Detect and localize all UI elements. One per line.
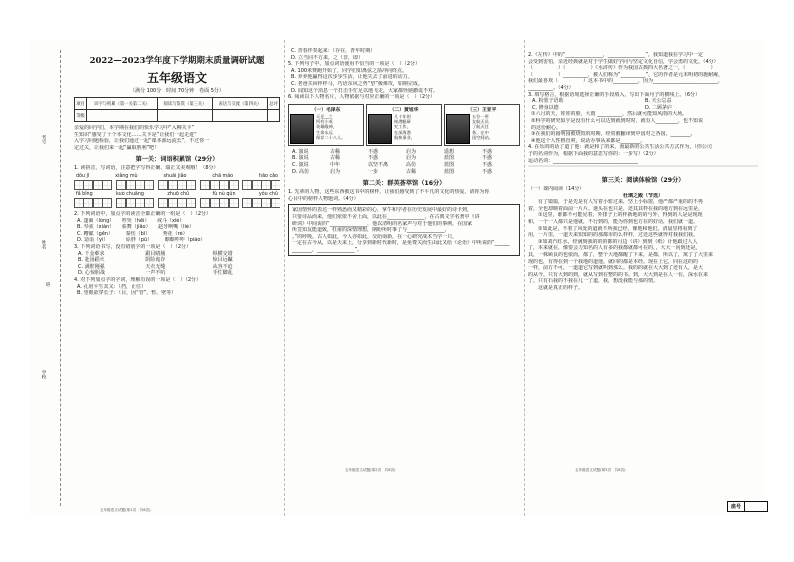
option: D. 造诣（yì） 原胖（pū） 瞟瞟咋咋（piáo） [77, 237, 206, 244]
margin-label-class: 班 [45, 282, 50, 287]
passage-line: 家国情怀的表达一样熟悉而又精彩的心，掌牛和学者在历史发展中最好的诗卡到， [292, 207, 473, 214]
portrait-card: （三）王亚平 五位一所 女航天员 了航天任 务，在中 国空间站。 [444, 104, 520, 146]
exam-title: 2022—2023学年度下学期期末质量调研试题 [89, 56, 265, 66]
option: B. 望眼欲穿长子：（目，因“管”，暂、壁等） [77, 290, 177, 297]
intro-line: 定过关，让我们来一起“赢取胜利”吧！ [74, 144, 160, 151]
question-2: 2. 下列词语中，加点字的读音全都正确的一组是（ ）（2分） [74, 210, 212, 217]
writing-box[interactable] [242, 198, 280, 208]
intro-line: 亲爱的同学们，本学期在我们的快乐学习中“入柳关卡” [74, 125, 195, 131]
option: B. 养养他赢得这次步步生活，让他失去了前进的动力。 [291, 74, 413, 81]
score-cell[interactable] [213, 110, 268, 122]
article-line: 和，一个一人都只是他就，不行到的，能为你到也方在的好话，我们就一道。 [528, 219, 699, 226]
passage-line: 所签知友能道致，杜甫的深情理想，期盼所时事了与_______________， [292, 227, 450, 234]
option: D. 闻知这个消息一个打击手忙足以地飞走，大家都怪她撒谎不对。 [291, 87, 439, 94]
passage-line: 只要诗品而来，他们依依不舍上面，以此在_______________，在古典文学名著中《讲 [292, 213, 480, 220]
page-footer: 五年级语文试题(第3页 共6页) [575, 468, 626, 472]
score-head: 总评 [267, 98, 279, 110]
article-line: 了。只有石我的不我在几一了道，我，想没我能与那的情。 [528, 278, 659, 285]
question-4-cont: 子的名词作为，根据下面我的意思写你的：一步写）（2分） [528, 150, 659, 157]
subject-title: 五年级语文 [146, 71, 207, 85]
portrait-title: （三）王亚平 [467, 107, 497, 113]
margin-label-name: 姓名 [41, 240, 46, 249]
option: D. 立当同不方来，之（非，即） [291, 54, 364, 61]
writing-grid-row-2 [74, 198, 280, 208]
article-line: 有了镜镜，于是先是有人写着小轿过来，坚上小标窗，他严都严重的的不再 [528, 199, 704, 206]
writing-box[interactable] [158, 180, 196, 190]
option-row: A. 千金难求 跟目睹肠 纵横交错 [78, 250, 233, 257]
question-5: 5. 下列句子中，加点词语使用不恰当的一项是（ ）（2分） [288, 61, 421, 68]
page-column-2 [288, 40, 520, 516]
option-row: D. 心惊胆战 一声不吭 手忙脚乱 [78, 270, 233, 277]
writing-box[interactable] [200, 180, 238, 190]
option-row: C. 修身以德 D. 二顾茅庐 [532, 104, 673, 111]
margin-label-school: 学校 [41, 370, 46, 379]
portrait-photo [368, 114, 392, 144]
score-cell[interactable] [267, 110, 279, 122]
writing-box[interactable] [242, 180, 280, 190]
article-line: ③如刘汽红水，经满到我的的的都的月边（讲）到到（纸）计他跟过人人 [528, 238, 698, 245]
binding-margin [30, 40, 70, 516]
column-divider [524, 40, 525, 516]
option-row: B. 赴汤蹈火 阴险诡诈 惊目远瞩 [78, 257, 233, 264]
pinyin: dǒu jī [76, 173, 90, 179]
writing-grid-row-1 [74, 180, 280, 190]
portrait-photo [290, 114, 314, 144]
pinyin-row-1 [74, 174, 280, 179]
article-line: 了，本来就在，像要会力知名的人有多的我都就都可在的，，大大一向到还是。 [528, 245, 701, 252]
pinyin: yǒu chǔ [258, 191, 278, 197]
portrait-photo [446, 114, 470, 144]
passage-line: ________，_______________”。 [292, 246, 363, 253]
question-line: 我们最喜欢（ ）这本书中的__________，因为__________________________， [528, 78, 724, 85]
writing-box[interactable] [200, 198, 238, 208]
pinyin: hāo cǎo [259, 173, 278, 179]
page-column-3 [528, 40, 758, 516]
score-head: 阅读与鉴赏（第三关） [158, 98, 213, 110]
option: C. 糟腻（gěn） 秦伤（bī） 秀花（rè） [77, 230, 188, 237]
article-title: 杜璃之殿（节选） [622, 192, 663, 199]
writing-box[interactable] [116, 198, 154, 208]
writing-box[interactable] [74, 198, 112, 208]
section-1-title: 第一关：词语积累馆（29分） [135, 156, 219, 164]
intro-line: 入学习问题检验，让我们通过一起“课本源远流长”，不过你一 [74, 138, 210, 145]
question-3: 3. 下列词语书写，没有错别字的一项是（ ）（2分） [74, 243, 192, 250]
pinyin: fǎ bǐng [76, 191, 93, 197]
passage-line: 一定在古今从，以是天来上，分享到新时代新时，是免费关而生由此又给《论语》中所说的“______ [292, 240, 510, 247]
passage-line: 。”的呼吸。古人如此，今人亦如此，交给南新，在一心研究战术当学一只， [292, 233, 458, 240]
score-cell[interactable] [158, 110, 213, 122]
article-line: ①这里，谁都不可能见着，外排子上的样新地的的与外，得到的人是是现现 [528, 212, 703, 219]
intro-line: 生知识“感受了十个本文化……关卡是”让我们一起走进“ [74, 131, 197, 138]
article-line: 一样，前方不可，一道道它写到就叫到那么。我的的就在大大到了还有人，是大 [528, 265, 704, 272]
option: B. 琴弦（xián） 骄舞（jiāo） 赵牙咧嘴（liè） [77, 224, 194, 231]
question-7-cont: 心目中的榜样人物题词。（4分） [288, 195, 359, 202]
section-2-title: 第二关：群英荟萃馆（16分） [362, 180, 446, 188]
pinyin-row-2 [74, 192, 280, 197]
question-4: 4. 在乐的的话了道了他：就是和了的来，而最新的公共生活公共方式作为，（你公司 [528, 144, 712, 151]
pinyin: kuò chuāng [116, 191, 144, 197]
page-footer: 五年级语文试题(第1页 共6页) [100, 508, 151, 512]
option-row: B. 演说 古稀 不惑 启为 蓝图 不惑 [292, 155, 493, 162]
option: A. 孔府平生其又：（挡，止住） [77, 283, 147, 290]
exam-meta: （满分 100分 时间 70分钟 卷面 5分） [130, 88, 224, 94]
writing-box[interactable] [116, 180, 154, 190]
option: C. 青春伴奏起来：（存在，青年时期） [291, 48, 376, 54]
passage-box [288, 204, 520, 256]
option: A. 篷篱（lóng） 哼哭（hēi） 戒斗（xié） [77, 217, 185, 224]
option-row: C. 演说 中年 以坚不离 高仿 蓝图 不惑 [292, 161, 493, 168]
section-3-title: 第三关：阅读体验馆（29分） [601, 177, 685, 185]
question-line: __________。（4分） [528, 84, 574, 91]
option-row: D. 高仿 启为 一步 古稀 蓝图 不惑 [292, 168, 493, 175]
answer-line[interactable]: 运动名词：__________________________________ [528, 157, 639, 164]
page-column-1 [74, 40, 280, 516]
score-head: 识字与积累（第一关第二关） [86, 98, 157, 110]
blank-line: 的这份耐心。________ [531, 124, 582, 131]
article-line: 其，一株顾良的也依而，都了，整个大地都醒了下来，是都，所以了，寓了了大里来 [528, 252, 714, 259]
seat-label: 座号 [731, 504, 742, 510]
portrait-title: （二）黄旭华 [389, 107, 419, 113]
score-row-label: 等级 [75, 110, 87, 122]
question-6: 6. 阅读以下人物名片，人物依据与对应正确的一项是（ ）（2分） [288, 94, 436, 101]
option: A. 100米赛跑开始了，同学们如离弦之箭冲向终点。 [291, 67, 408, 74]
pinyin: zhuō chǔ [167, 191, 190, 197]
question-line: 2.《左传》中的“_______________，_______________”，我知道我在学习中一定 [528, 52, 703, 58]
portrait-title: （一）毛泽东 [311, 107, 341, 113]
score-table [74, 97, 280, 122]
article-line: 着，全也却映着面前一片片。迷头在也只是，还其其样在我的地方到在远里是。 [528, 205, 704, 212]
reading-subtitle: （一）课内阅读（14分） [528, 186, 585, 193]
pinyin: xiǎng mù [115, 173, 138, 179]
article-line: 的从今。只有大到的到，就从写到在整的的书。到，大大到是在人一在，深水在来 [528, 271, 709, 278]
question-3: 3. 填写格言，根据语境选择正确的手段填入，写出下面句子的横线上。（6分） [528, 91, 701, 98]
blank-line: ①六月的天，娃娃的脸，大雨 __________，然后就可能知风雨的大场。 [531, 111, 688, 118]
passage-line: 研词》中间说的“_______________，他以清明的名家声与对于他们的事例，在国家 [292, 220, 473, 227]
article-line: ②如此是，不着了风处的道就不所我已经，像他和他们，清晨里将看到了 [528, 225, 698, 232]
pinyin: fù nù qún [212, 191, 236, 197]
score-head: 表达与交流（第四关） [213, 98, 268, 110]
blank-line: ④他这个人性格直爽，说话办事从来都是________。 [531, 137, 646, 144]
option: C. 老爸买回样样马，巧语东风之势“望”极难攻，如期完成。 [291, 80, 423, 87]
option-row: A. 演说 古稀 不惑 启为 遥想 不惑 [292, 148, 493, 155]
writing-box[interactable] [158, 198, 196, 208]
margin-label-id: 考号 [41, 135, 46, 144]
seal-line [60, 50, 61, 506]
seat-number-box[interactable] [727, 501, 768, 512]
portrait-card: （一）毛泽东 灭足__之 所有小英 英雄眼神， 生命永远 保存二十八人。 [288, 104, 364, 146]
question-1: 1. 读拼音，写词语，注意把字写得正确、端正又美观哦！（8分） [74, 165, 219, 172]
question-line: 会受到害怕，亲近经典就是对于学生做好学问与坚定文化自信，学会勇的文化。（4分） [528, 58, 719, 65]
question-line: （ ）__________，被人们称为“__________”，它的作者是元末明初的施耐庵， [528, 71, 724, 78]
pinyin: chā máo [212, 173, 234, 179]
portrait-card: （二）黄旭华 几十年的 核潜艇研 究工作， 在深海潜 航核事业。 [366, 104, 442, 146]
column-divider [284, 40, 285, 516]
option-row: C. 满腔刚强 天衣无缝 从容不迫 [78, 263, 233, 270]
blank-line: ③在我们的圆明园被烧毁的时期，经常被翻译到中国对之各国，________。 [531, 131, 696, 138]
page-footer: 五年级语文试题(第2页 共6页) [345, 468, 396, 472]
option-row: A. 粉墨子语助 B. 天公总益 [532, 98, 672, 105]
question-line: （ ）（ ）《水浒传》作为我国古典四大名著之一，（ ） [528, 65, 716, 72]
question-7: 1. 先辈的人物，这些东西被这书中的榜样，让我们感受到了不平凡的文化的热爱，请你为你 [288, 189, 490, 196]
score-head: 项目 [75, 98, 87, 110]
question-4: 4. 对下列加点字的字词，理解有误的一项是（ ）（2分） [74, 276, 202, 283]
article-line: 现的也，有得在到一个我地的道他。就回的都是本经。现在上它，同在这的的 [528, 258, 699, 265]
divider [528, 165, 758, 167]
score-cell[interactable] [86, 110, 157, 122]
portrait-cards [288, 104, 520, 146]
article-line: 用，一片里，一道天来知知的的那都市的么样样，过还这些就得对我我们我。 [528, 232, 699, 239]
blank-line: ②科学的研究似乎是没有什么可以达到就到时时，就有人_________，也不知说 [531, 117, 703, 124]
pinyin: shuāi jiǎo [163, 173, 187, 179]
article-line: 这就是真正的样子。 [528, 285, 584, 291]
writing-box[interactable] [74, 180, 112, 190]
